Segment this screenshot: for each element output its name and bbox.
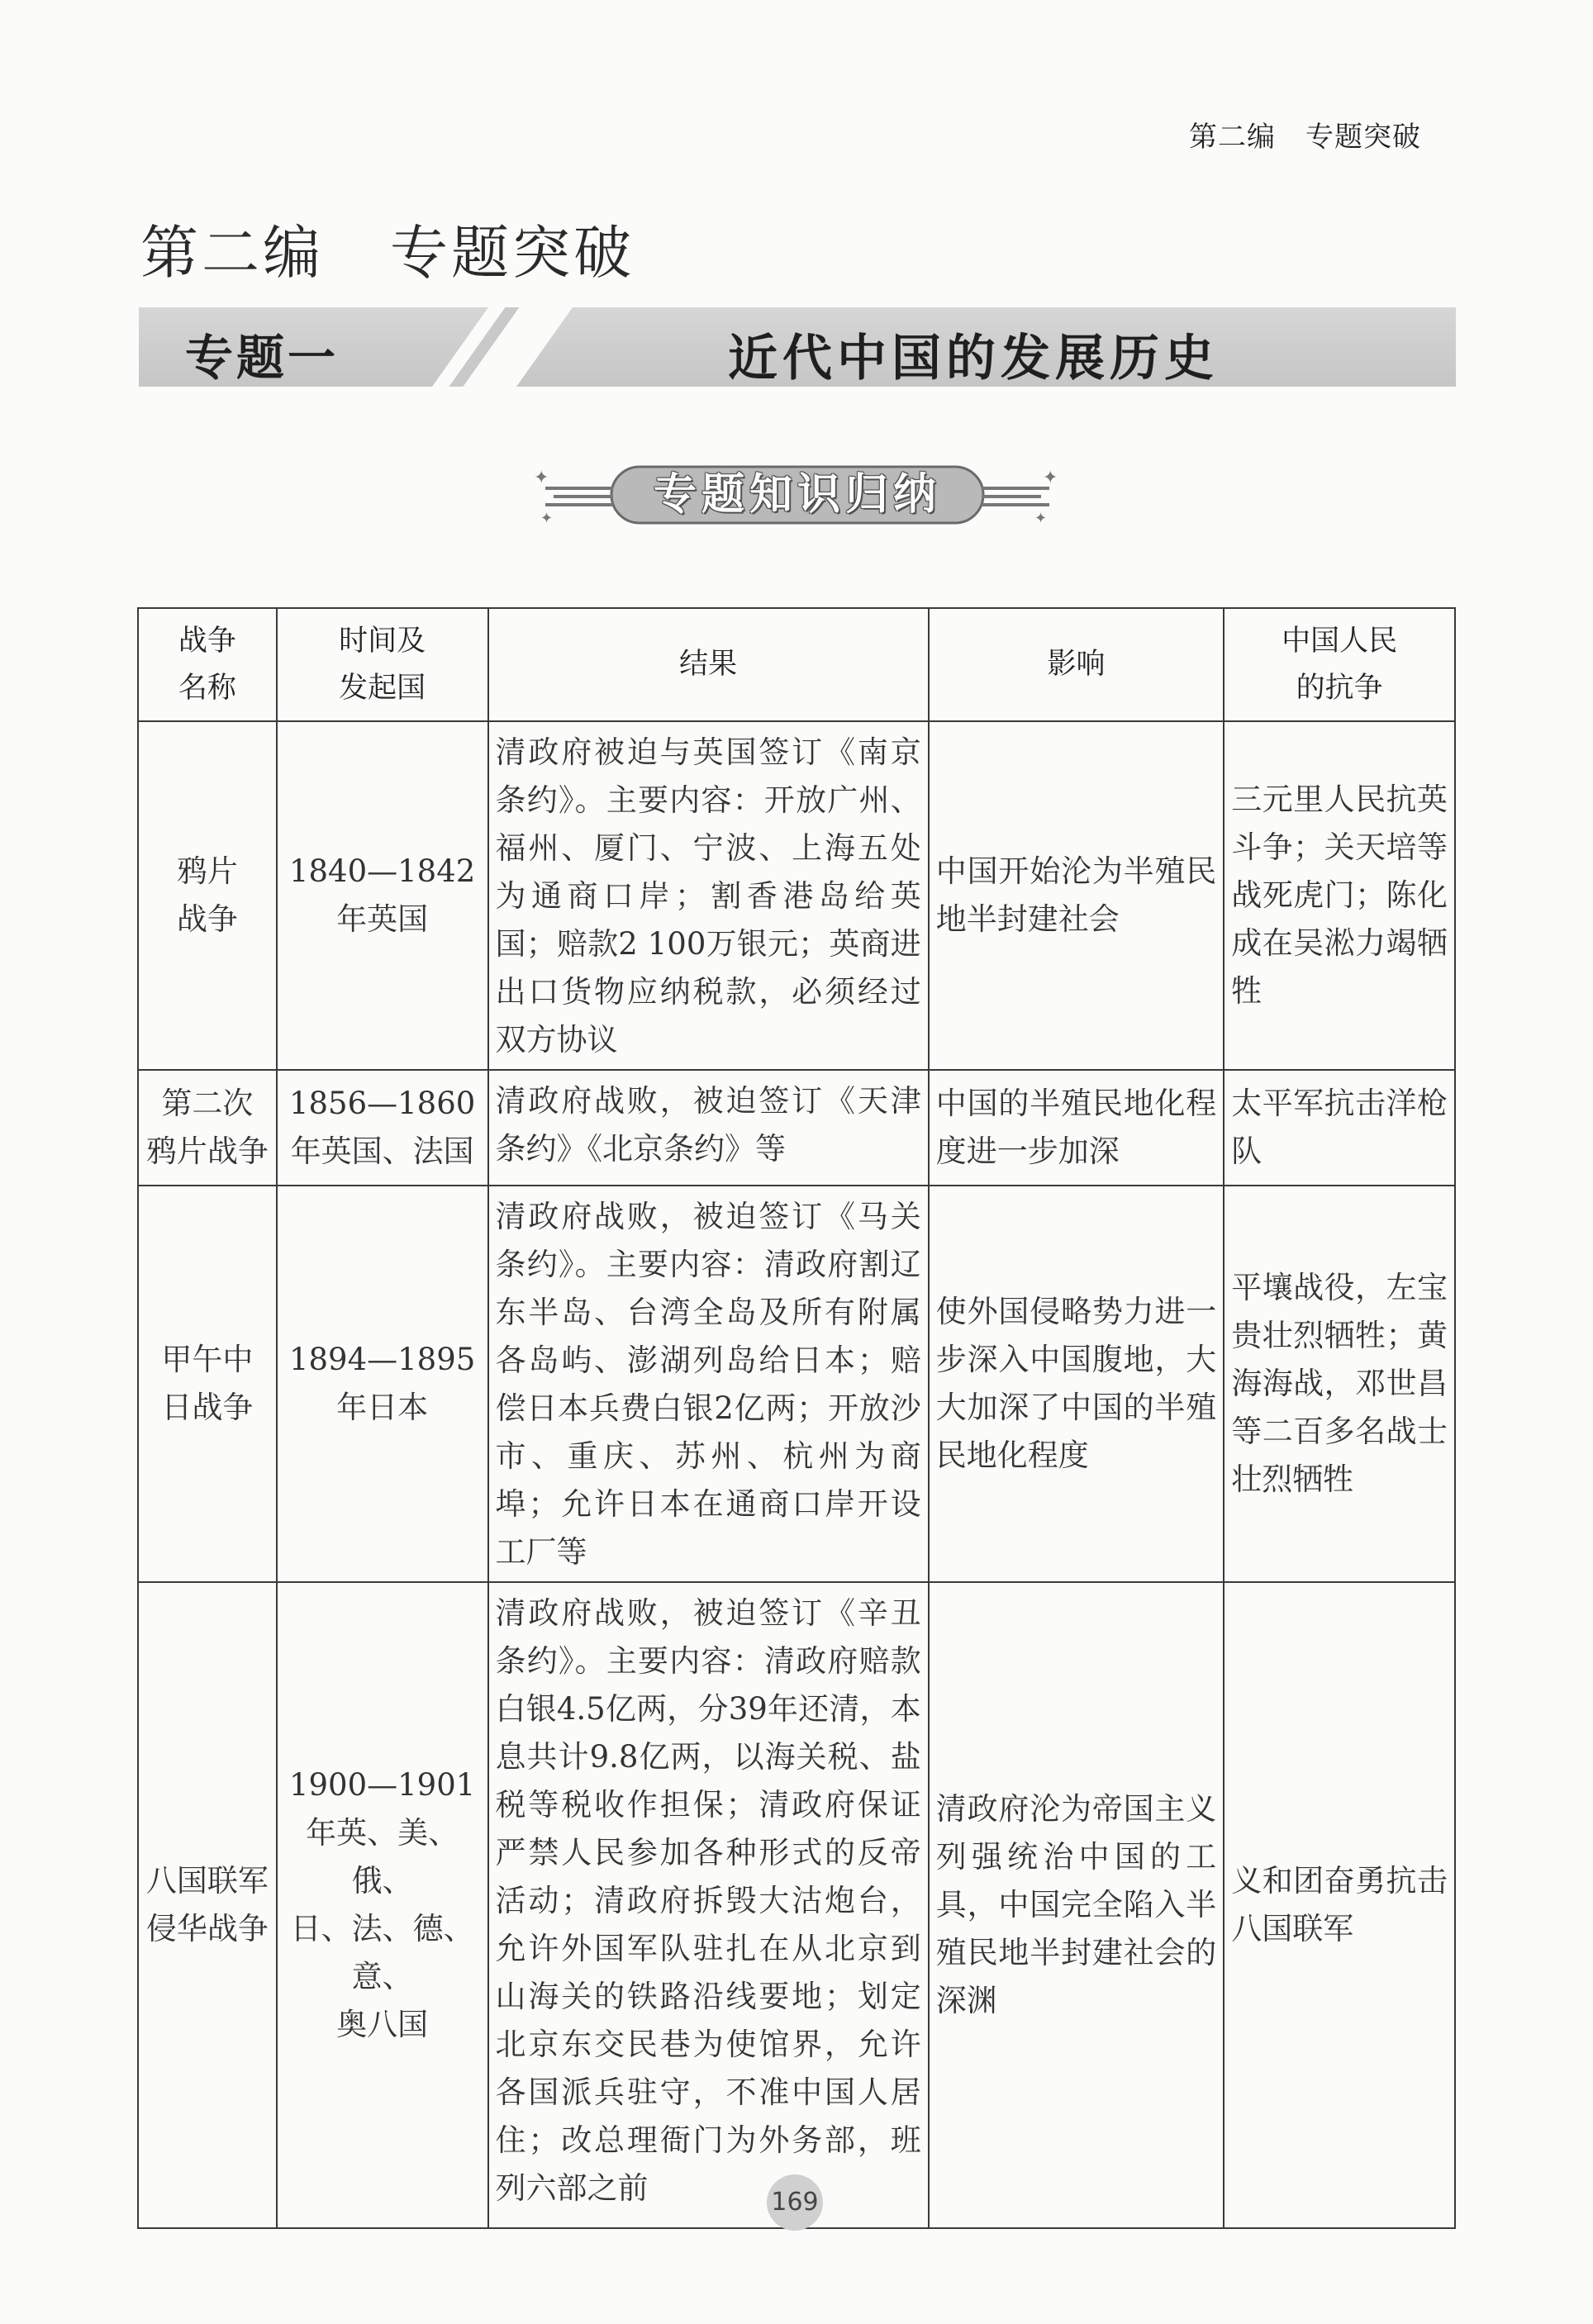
- running-header-section: 专题突破: [1305, 121, 1421, 154]
- table-row: [138, 1186, 1455, 1582]
- table-row: [138, 721, 1455, 1070]
- war-name-cell: [138, 1582, 277, 2228]
- impact-cell: 中国开始沦为半殖民地半封建社会: [929, 721, 1224, 1070]
- war-name-line: 战争: [176, 901, 238, 937]
- time-line: 年英国、法国: [290, 1133, 474, 1169]
- header-war-name-line1: 战争: [178, 624, 236, 658]
- result-cell: 清政府战败，被迫签订《辛丑条约》。主要内容：清政府赔款白银4.5亿两，分39年还清，本息共计9.8亿两，以海关税、盐税等税收作担保；清政府保证严禁人民参加各种形式的反帝活动；清政府拆毁大沽炮台，允许外国军队驻扎在从北京到山海关的铁路沿线要地；划定北京东交民巷为使馆界，允许各国派兵驻守，不准中国人居住；改总理衙门为外务部，班列六部之前: [488, 1582, 929, 2228]
- header-resistance-line2: 的抗争: [1296, 671, 1383, 705]
- time-cell: [277, 1070, 488, 1186]
- knowledge-summary-banner: [529, 459, 1066, 531]
- time-line: 日、法、德、意、: [290, 1911, 474, 1994]
- result-cell: 清政府被迫与英国签订《南京条约》。主要内容：开放广州、福州、厦门、宁波、上海五处为通商口岸；割香港岛给英国；赔款2 100万银元；英商进出口货物应纳税款，必须经过双方协议: [488, 721, 929, 1070]
- war-summary-table: [137, 607, 1456, 2229]
- time-line: 1856—1860: [288, 1086, 476, 1121]
- war-name-line: 日战争: [161, 1390, 254, 1425]
- resistance-cell: 义和团奋勇抗击八国联军: [1224, 1582, 1455, 2228]
- topic-title: 近代中国的发展历史: [728, 330, 1219, 387]
- banner-divider: [432, 307, 573, 387]
- time-line: 奥八国: [336, 2007, 429, 2042]
- header-resistance: [1224, 608, 1455, 721]
- time-line: 1894—1895: [288, 1342, 476, 1377]
- star-icon: ✦: [540, 510, 554, 527]
- time-line: 年英国: [336, 901, 429, 937]
- part-title-section: 专题突破: [390, 219, 635, 287]
- war-name-cell: [138, 721, 277, 1070]
- star-icon: ✦: [534, 468, 549, 488]
- impact-cell: 清政府沦为帝国主义列强统治中国的工具，中国完全陷入半殖民地半封建社会的深渊: [929, 1582, 1224, 2228]
- result-cell: 清政府战败，被迫签订《马关条约》。主要内容：清政府割辽东半岛、台湾全岛及所有附属各岛屿、澎湖列岛给日本；赔偿日本兵费白银2亿两；开放沙市、重庆、苏州、杭州为商埠；允许日本在通商口岸开设工厂等: [488, 1186, 929, 1582]
- time-cell: [277, 1186, 488, 1582]
- war-name-line: 侵华战争: [145, 1911, 269, 1946]
- running-header-part: 第二编: [1189, 121, 1276, 154]
- war-name-line: 鸦片: [176, 853, 238, 889]
- war-name-line: 甲午中: [161, 1342, 254, 1377]
- header-result: 结果: [488, 608, 929, 721]
- result-cell: 清政府战败，被迫签订《天津条约》《北京条约》等: [488, 1070, 929, 1186]
- star-icon: ✦: [1043, 468, 1058, 488]
- time-line: 1840—1842: [288, 853, 476, 889]
- header-war-name-line2: 名称: [178, 671, 236, 705]
- war-name-line: 鸦片战争: [145, 1133, 269, 1169]
- running-header: [1159, 114, 1421, 154]
- impact-cell: 使外国侵略势力进一步深入中国腹地，大大加深了中国的半殖民地化程度: [929, 1186, 1224, 1582]
- header-time-line2: 发起国: [339, 671, 426, 705]
- time-line: 年日本: [336, 1390, 429, 1425]
- topic-number: 专题一: [185, 330, 340, 386]
- table-row: [138, 1582, 1455, 2228]
- resistance-cell: 平壤战役，左宝贵壮烈牺牲；黄海海战，邓世昌等二百多名战士壮烈牺牲: [1224, 1186, 1455, 1582]
- header-resistance-line1: 中国人民: [1282, 624, 1398, 658]
- part-title: [140, 207, 635, 290]
- impact-cell: 中国的半殖民地化程度进一步加深: [929, 1070, 1224, 1186]
- war-name-line: 八国联军: [145, 1863, 269, 1899]
- header-war-name: [138, 608, 277, 721]
- war-name-cell: [138, 1070, 277, 1186]
- resistance-cell: 三元里人民抗英斗争；关天培等战死虎门；陈化成在吴淞力竭牺牲: [1224, 721, 1455, 1070]
- time-line: 年英、美、俄、: [306, 1815, 459, 1899]
- part-title-part: 第二编: [140, 219, 324, 287]
- table-header-row: [138, 608, 1455, 721]
- knowledge-summary-label: 专题知识归纳: [653, 470, 941, 520]
- time-cell: [277, 1582, 488, 2228]
- war-name-line: 第二次: [161, 1086, 254, 1121]
- table-row: [138, 1070, 1455, 1186]
- time-line: 1900—1901: [288, 1767, 476, 1803]
- header-time: [277, 608, 488, 721]
- header-time-line1: 时间及: [339, 624, 426, 658]
- page-number: 169: [767, 2174, 823, 2231]
- topic-banner: [139, 307, 1456, 387]
- header-impact: 影响: [929, 608, 1224, 721]
- war-name-cell: [138, 1186, 277, 1582]
- time-cell: [277, 721, 488, 1070]
- resistance-cell: 太平军抗击洋枪队: [1224, 1070, 1455, 1186]
- star-icon: ✦: [1034, 510, 1048, 527]
